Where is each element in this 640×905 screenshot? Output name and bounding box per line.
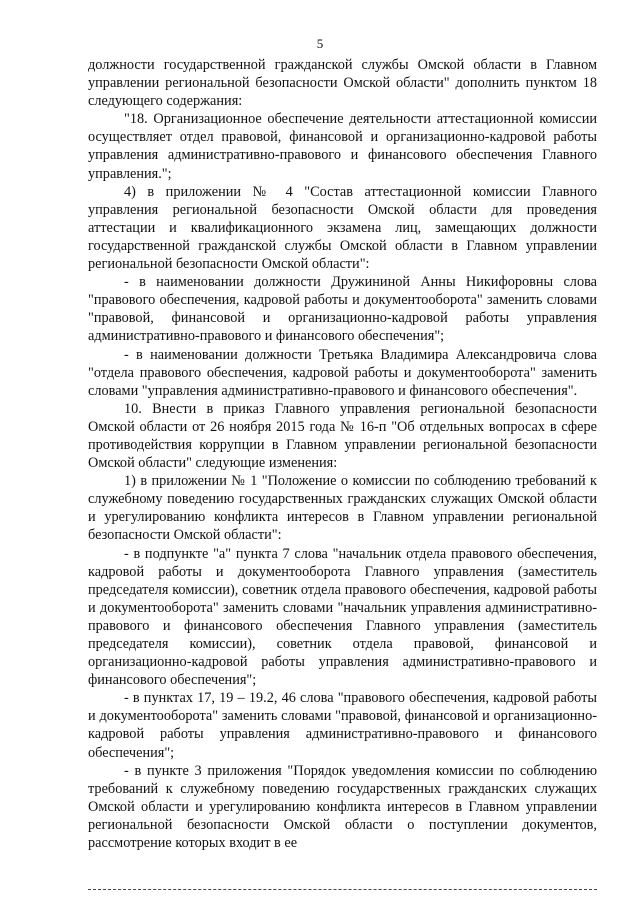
paragraph-dash-druzhinina: - в наименовании должности Дружининой Анны Никифоровны слова "правового обеспечения, кадровой работы и документооборота" заменить словами "правовой, финансовой и организационно-кадровой работы управления административно-правового и финансового обеспечения"; [88, 274, 597, 345]
paragraph-point-18: "18. Организационное обеспечение деятельности аттестационной комиссии осуществляет отдел правовой, финансовой и организационно-кадровой работы управления административно-правового и финансового обеспечения Главного управления."; [88, 111, 597, 182]
paragraph-item-4: 4) в приложении № 4 "Состав аттестационной комиссии Главного управления региональной безопасности Омской области для проведения аттестации и квалификационного экзамена лиц, замещающих должности государственной гражданской службы Омской области в Главном управлении региональной безопасности Омской области": [88, 183, 597, 273]
paragraph-dash-tretyak: - в наименовании должности Третьяка Владимира Александровича слова "отдела правового обеспечения, кадровой работы и документооборота" заменить словами "управления административно-правового и финансового обеспечения". [88, 346, 597, 399]
footer-divider [88, 889, 597, 890]
paragraph-dash-points-17-19: - в пунктах 17, 19 – 19.2, 46 слова "правового обеспечения, кадровой работы и документооборота" заменить словами "правовой, финансовой и организационно-кадровой работы управления административно-правового и финансового обеспечения"; [88, 690, 597, 761]
paragraph-appendix-1: 1) в приложении № 1 "Положение о комиссии по соблюдению требований к служебному поведению государственных гражданских служащих Омской области и урегулированию конфликта интересов в Главном управлении региональной безопасности Омской области": [88, 473, 597, 544]
paragraph-dash-point-3: - в пункте 3 приложения "Порядок уведомления комиссии по соблюдению требований к служебному поведению государственных гражданских служащих Омской области и урегулированию конфликта интересов в Главном управлении региональной безопасности Омской области о поступлении документов, рассмотрение которых входит в ее [88, 762, 597, 852]
document-body [88, 56, 597, 852]
paragraph-item-10: 10. Внести в приказ Главного управления региональной безопасности Омской области от 26 ноября 2015 года № 16-п "Об отдельных вопросах в сфере противодействия коррупции в Главном управлении региональной безопасности Омской области" следующие изменения: [88, 400, 597, 472]
paragraph-continuation: должности государственной гражданской службы Омской области в Главном управлении региональной безопасности Омской области" дополнить пунктом 18 следующего содержания: [88, 57, 597, 110]
paragraph-dash-subpoint-a: - в подпункте "а" пункта 7 слова "начальник отдела правового обеспечения, кадровой работы и документооборота Главного управления (заместитель председателя комиссии), советник отдела правового обеспечения, кадровой работы и документооборота" заменить словами "начальник управления административно-правового и финансового обеспечения Главного управления (заместитель председателя комиссии), советник отдела правовой, финансовой и организационно-кадровой работы управления административно-правового и финансового обеспечения"; [88, 545, 597, 689]
page-number: 5 [316, 36, 324, 51]
